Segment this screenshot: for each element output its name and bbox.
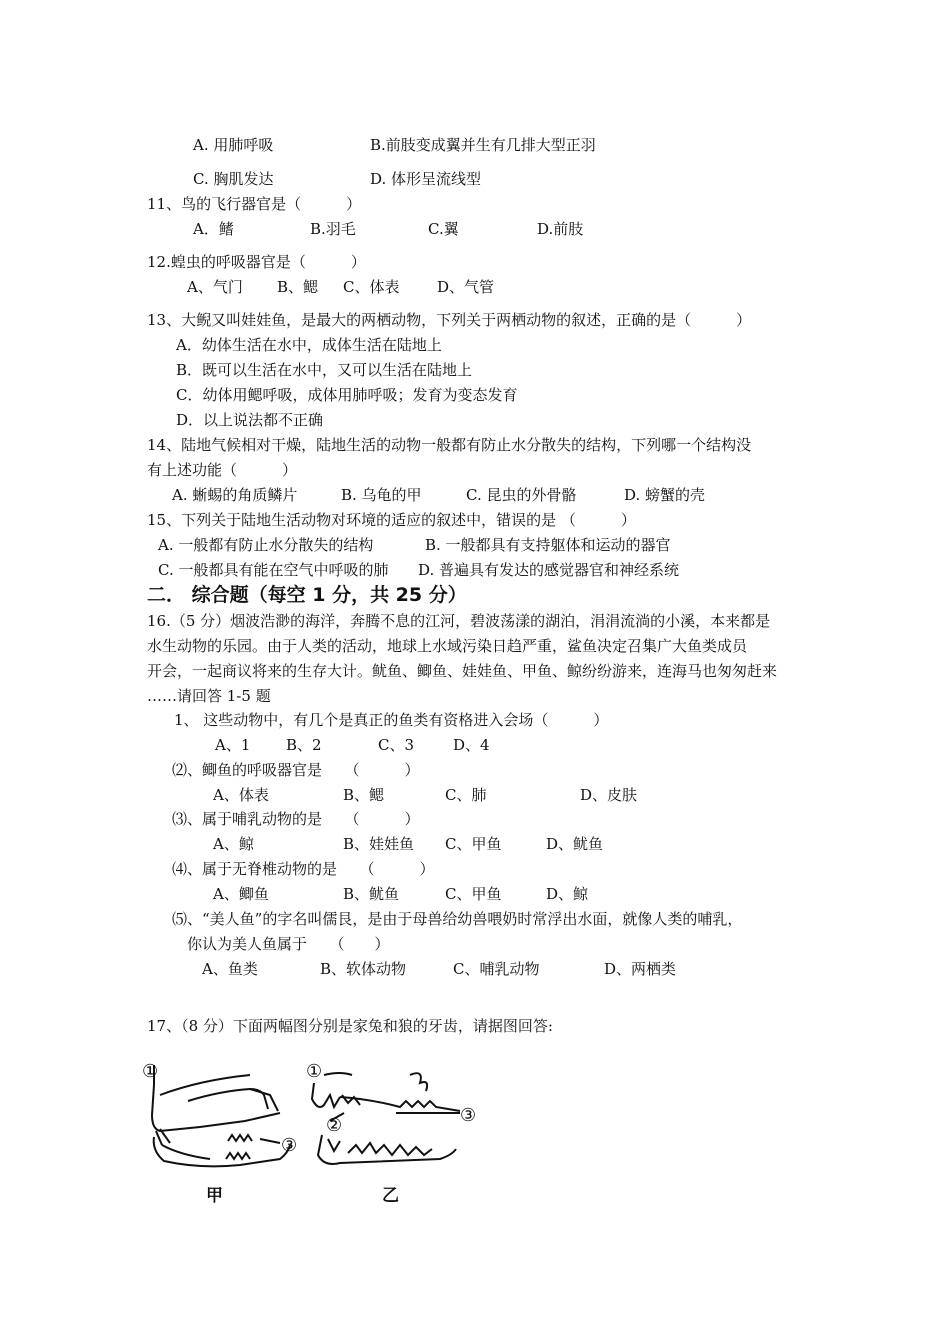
q16-sub1-option-c: C、3	[378, 736, 415, 754]
q16-sub4-stem: ⑷、属于无脊椎动物的是 （ ）	[172, 860, 435, 878]
q16-sub5-stem-line1: ⑸、“美人鱼”的字名叫儒艮，是由于母兽给幼兽喂奶时常浮出水面，就像人类的哺乳，	[172, 910, 743, 928]
q15-stem: 15、下列关于陆地生活动物对环境的适应的叙述中，错误的是 （ ）	[147, 511, 636, 529]
q14-option-c: C. 昆虫的外骨骼	[466, 486, 577, 504]
rabbit-marker-1: ①	[142, 1061, 159, 1082]
q11-stem: 11、鸟的飞行器官是（ ）	[147, 195, 362, 213]
q16-paragraph-line4: ……请回答 1-5 题	[147, 687, 271, 705]
q16-sub2-option-a: A、体表	[213, 786, 269, 804]
wolf-marker-1: ①	[306, 1061, 323, 1082]
q11-option-c: C.翼	[428, 220, 459, 238]
q16-sub4-option-a: A、鲫鱼	[213, 885, 269, 903]
q16-sub2-option-c: C、肺	[445, 786, 487, 804]
q16-sub1-stem: 1、 这些动物中，有几个是真正的鱼类有资格进入会场（ ）	[174, 711, 609, 729]
q16-sub1-option-d: D、4	[453, 736, 490, 754]
q16-sub1-option-a: A、1	[215, 736, 251, 754]
section-2-heading: 二． 综合题（每空 1 分，共 25 分）	[147, 584, 467, 606]
q16-paragraph-line2: 水生动物的乐园。由于人类的活动，地球上水域污染日趋严重，鲨鱼决定召集广大鱼类成员	[147, 637, 748, 655]
q16-sub5-option-a: A、鱼类	[202, 960, 258, 978]
q13-option-d: D．以上说法都不正确	[176, 411, 324, 429]
q16-sub2-stem: ⑵、鲫鱼的呼吸器官是 （ ）	[172, 761, 420, 779]
rabbit-figure-caption: 甲	[206, 1186, 223, 1205]
q11-option-a: A．鳍	[193, 220, 234, 238]
q16-sub4-option-c: C、甲鱼	[445, 885, 502, 903]
q17-stem: 17、（8 分）下面两幅图分别是家兔和狼的牙齿，请据图回答:	[147, 1017, 553, 1035]
q16-paragraph-line1: 16.（5 分）烟波浩渺的海洋，奔腾不息的江河，碧波荡漾的湖泊，涓涓流淌的小溪，本来都是	[147, 612, 771, 630]
q11-option-b: B.羽毛	[310, 220, 356, 238]
q15-option-c: C. 一般都具有能在空气中呼吸的肺	[158, 561, 389, 579]
q14-option-b: B. 乌龟的甲	[341, 486, 422, 504]
wolf-teeth-figure	[300, 1055, 500, 1205]
q16-sub3-option-c: C、甲鱼	[445, 835, 502, 853]
q15-option-a: A. 一般都有防止水分散失的结构	[158, 536, 374, 554]
q16-paragraph-line3: 开会，一起商议将来的生存大计。鱿鱼、鲫鱼、娃娃鱼、甲鱼、鲸纷纷游来，连海马也匆匆赶来	[147, 662, 778, 680]
q15-option-d: D. 普遍具有发达的感觉器官和神经系统	[418, 561, 680, 579]
q12-stem: 12.蝗虫的呼吸器官是（ ）	[147, 253, 366, 271]
q12-option-d: D、气管	[437, 278, 495, 296]
q12-option-c: C、体表	[343, 278, 400, 296]
q16-sub3-option-b: B、娃娃鱼	[343, 835, 415, 853]
wolf-marker-3: ③	[460, 1105, 477, 1126]
q13-option-c: C．幼体用鳃呼吸，成体用肺呼吸；发育为变态发育	[176, 386, 518, 404]
q11-option-d: D.前肢	[537, 220, 584, 238]
q10-option-b: B.前肢变成翼并生有几排大型正羽	[370, 136, 596, 154]
q16-sub3-stem: ⑶、属于哺乳动物的是 （ ）	[172, 810, 420, 828]
q13-option-a: A．幼体生活在水中，成体生活在陆地上	[176, 336, 442, 354]
q16-sub2-option-b: B、鳃	[343, 786, 385, 804]
wolf-figure-caption: 乙	[382, 1186, 399, 1205]
wolf-marker-2: ②	[326, 1115, 343, 1136]
q10-option-d: D. 体形呈流线型	[370, 170, 482, 188]
q14-stem-line2: 有上述功能（ ）	[147, 461, 298, 479]
q10-option-a: A. 用肺呼吸	[193, 136, 274, 154]
q16-sub5-option-d: D、两栖类	[604, 960, 677, 978]
q15-option-b: B. 一般都具有支持躯体和运动的器官	[425, 536, 671, 554]
q16-sub5-option-b: B、软体动物	[320, 960, 407, 978]
q13-stem: 13、大鲵又叫娃娃鱼，是最大的两栖动物，下列关于两栖动物的叙述，正确的是（ ）	[147, 311, 752, 329]
q12-option-a: A、气门	[187, 278, 243, 296]
q13-option-b: B．既可以生活在水中，又可以生活在陆地上	[176, 361, 473, 379]
q14-stem-line1: 14、陆地气候相对干燥，陆地生活的动物一般都有防止水分散失的结构，下列哪一个结构没	[147, 436, 752, 454]
q16-sub3-option-d: D、鱿鱼	[546, 835, 604, 853]
q16-sub1-option-b: B、2	[286, 736, 322, 754]
q10-option-c: C. 胸肌发达	[193, 170, 274, 188]
q16-sub4-option-d: D、鲸	[546, 885, 589, 903]
q16-sub5-option-c: C、哺乳动物	[453, 960, 540, 978]
q16-sub4-option-b: B、鱿鱼	[343, 885, 400, 903]
rabbit-marker-3: ③	[281, 1135, 298, 1156]
q16-sub5-stem-line2: 你认为美人鱼属于 （ ）	[187, 935, 390, 953]
q14-option-d: D. 螃蟹的壳	[624, 486, 706, 504]
q12-option-b: B、鳃	[277, 278, 319, 296]
q16-sub3-option-a: A、鲸	[213, 835, 254, 853]
q14-option-a: A. 蜥蜴的角质鳞片	[172, 486, 298, 504]
rabbit-teeth-figure	[140, 1055, 310, 1205]
q16-sub2-option-d: D、皮肤	[580, 786, 638, 804]
